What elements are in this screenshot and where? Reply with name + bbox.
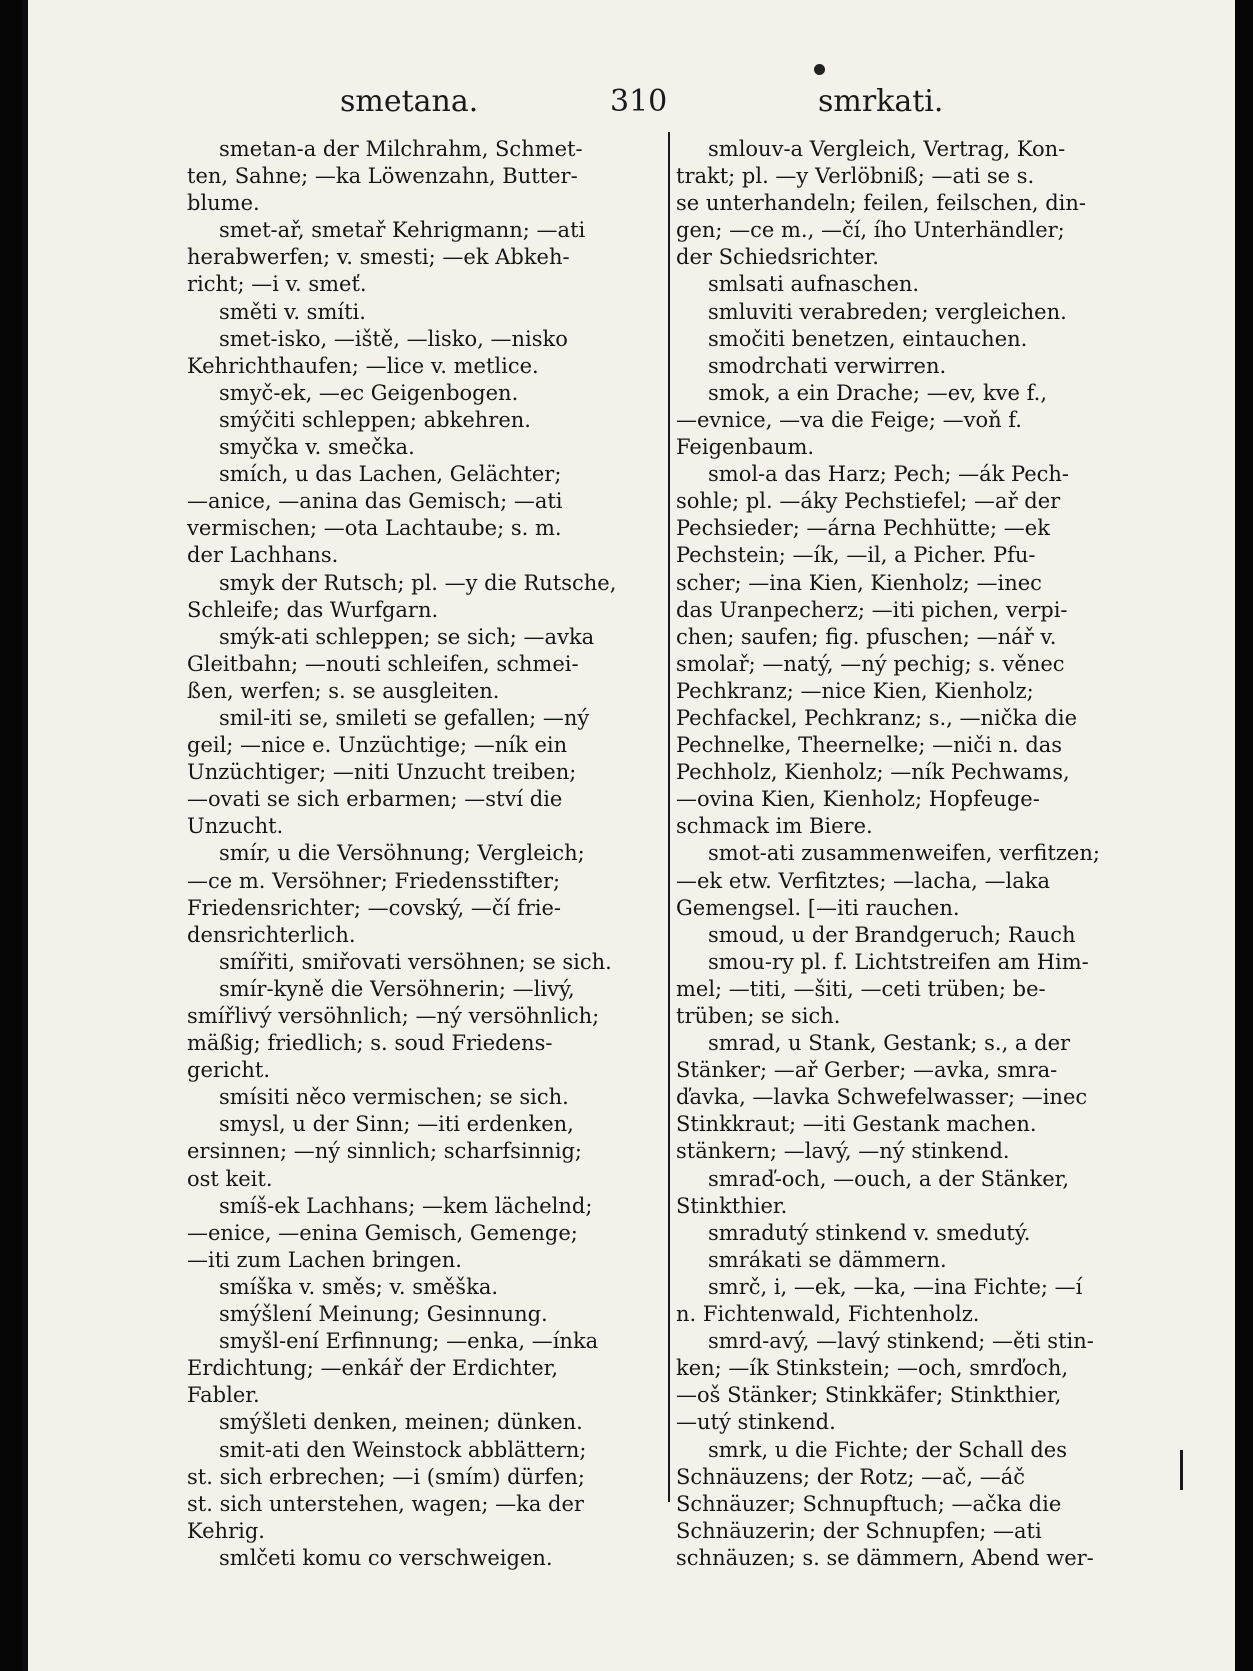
left-column xyxy=(187,136,665,1572)
header-left-word: smetana. xyxy=(340,84,479,119)
entry-line: ersinnen; —ný sinnlich; scharfsinnig; xyxy=(187,1139,582,1164)
entry-line: geil; —nice e. Unzüchtige; —ník ein xyxy=(187,733,568,758)
entry-line: Stinkkraut; —iti Gestank machen. xyxy=(676,1112,1037,1137)
entry-line: smoud, u der Brandgeruch; Rauch xyxy=(708,922,1076,947)
entry-line: směti v. smíti. xyxy=(219,299,366,324)
header-right-word: smrkati. xyxy=(818,84,944,119)
entry-line: Kehrig. xyxy=(187,1518,265,1543)
entry-line: smlouv-a Vergleich, Vertrag, Kon- xyxy=(708,137,1066,161)
entry-line: smír, u die Versöhnung; Vergleich; xyxy=(219,841,585,866)
entry-line: smrk, u die Fichte; der Schall des xyxy=(708,1437,1067,1462)
entry-line: smodrchati verwirren. xyxy=(708,353,947,378)
entry-line: scher; —ina Kien, Kienholz; —inec xyxy=(676,570,1042,595)
entry-line: Stinkthier. xyxy=(676,1193,788,1218)
entry-line: Erdichtung; —enkář der Erdichter, xyxy=(187,1356,559,1381)
entry-line: Gleitbahn; —nouti schleifen, schmei- xyxy=(187,651,579,676)
entry-line: smíška v. směs; v. směška. xyxy=(219,1274,499,1299)
entry-line: smír-kyně die Versöhnerin; —livý, xyxy=(219,976,575,1001)
margin-mark xyxy=(1180,1450,1183,1490)
entry-line: smísiti něco vermischen; se sich. xyxy=(219,1085,569,1110)
entry-line: smrákati se dämmern. xyxy=(708,1247,947,1272)
entry-line: smlčeti komu co verschweigen. xyxy=(219,1545,553,1570)
entry-line: schmack im Biere. xyxy=(676,814,873,839)
entry-line: Schnäuzerin; der Schnupfen; —ati xyxy=(676,1518,1042,1543)
entry-line: —ovati se sich erbarmen; —ství die xyxy=(187,787,563,812)
entry-line: der Schiedsrichter. xyxy=(676,245,879,270)
entry-line: chen; saufen; fig. pfuschen; —nář v. xyxy=(676,624,1057,649)
entry-line: smet-isko, —iště, —lisko, —nisko xyxy=(219,326,568,351)
entry-line: smok, a ein Drache; —ev, kve f., xyxy=(708,380,1048,405)
entry-line: trakt; pl. —y Verlöbniß; —ati se s. xyxy=(676,164,1035,189)
entry-line: smolař; —natý, —ný pechig; s. věnec xyxy=(676,651,1065,676)
entry-line: Kehrichthaufen; —lice v. metlice. xyxy=(187,353,539,378)
entry-line: smýšleti denken, meinen; dünken. xyxy=(219,1410,583,1435)
entry-line: smyšl-ení Erfinnung; —enka, —ínka xyxy=(219,1329,599,1354)
entry-line: smích, u das Lachen, Gelächter; xyxy=(219,462,562,487)
entry-line: Unzüchtiger; —niti Unzucht treiben; xyxy=(187,760,577,785)
entry-line: richt; —i v. smeť. xyxy=(187,272,367,297)
entry-line: der Lachhans. xyxy=(187,543,339,568)
entry-line: Pechfackel, Pechkranz; s., —nička die xyxy=(676,705,1078,730)
entry-line: smířlivý versöhnlich; —ný versöhnlich; xyxy=(187,1004,600,1028)
entry-line: das Uranpecherz; —iti pichen, verpi- xyxy=(676,597,1068,622)
entry-line: mäßig; friedlich; s. soud Friedens- xyxy=(187,1031,553,1056)
entry-line: smýk-ati schleppen; se sich; —avka xyxy=(219,624,595,649)
entry-line: Gemengsel. [—iti rauchen. xyxy=(676,895,960,920)
entry-line: blume. xyxy=(187,191,260,216)
entry-line: —utý stinkend. xyxy=(676,1410,836,1435)
entry-line: smíš-ek Lachhans; —kem lächelnd; xyxy=(219,1193,593,1218)
column-divider xyxy=(668,132,670,1502)
entry-line: smrč, i, —ek, —ka, —ina Fichte; —í xyxy=(708,1274,1083,1299)
entry-line: Schleife; das Wurfgarn. xyxy=(187,597,439,622)
entry-line: ken; —ík Stinkstein; —och, smrďoch, xyxy=(676,1356,1069,1381)
entry-line: Unzucht. xyxy=(187,814,284,839)
left-scan-edge xyxy=(0,0,22,1671)
entry-line: smýšlení Meinung; Gesinnung. xyxy=(219,1302,548,1327)
entry-line: smyč-ek, —ec Geigenbogen. xyxy=(219,380,519,405)
entry-line: Pechsieder; —árna Pechhütte; —ek xyxy=(676,516,1050,541)
entry-line: ost keit. xyxy=(187,1166,273,1191)
entry-line: Pechnelke, Theernelke; —niči n. das xyxy=(676,733,1063,758)
entry-line: Pechstein; —ík, —il, a Picher. Pfu- xyxy=(676,543,1036,568)
printer-dot-mark xyxy=(814,64,825,75)
entry-line: smočiti benetzen, eintauchen. xyxy=(708,326,1028,351)
entry-line: Pechkranz; —nice Kien, Kienholz; xyxy=(676,678,1034,703)
entry-line: gen; —ce m., —čí, ího Unterhändler; xyxy=(676,218,1065,243)
entry-line: Schnäuzens; der Rotz; —ač, —áč xyxy=(676,1464,1025,1489)
entry-line: gericht. xyxy=(187,1058,271,1083)
entry-line: Pechholz, Kienholz; —ník Pechwams, xyxy=(676,760,1070,785)
entry-line: st. sich erbrechen; —i (smím) dürfen; xyxy=(187,1464,585,1489)
entry-line: —evnice, —va die Feige; —voň f. xyxy=(676,407,1022,432)
entry-line: smrd-avý, —lavý stinkend; —ěti stin- xyxy=(708,1329,1094,1354)
entry-line: smluviti verabreden; vergleichen. xyxy=(708,299,1067,324)
entry-line: —ek etw. Verfitztes; —lacha, —laka xyxy=(676,868,1051,893)
entry-line: —anice, —anina das Gemisch; —ati xyxy=(187,489,563,514)
entry-line: smet-ař, smetař Kehrigmann; —ati xyxy=(219,218,586,243)
entry-line: stänkern; —lavý, —ný stinkend. xyxy=(676,1139,1010,1164)
entry-line: Feigenbaum. xyxy=(676,435,815,460)
entry-line: trüben; se sich. xyxy=(676,1004,841,1028)
entry-line: Schnäuzer; Schnupftuch; —ačka die xyxy=(676,1491,1062,1516)
entry-line: n. Fichtenwald, Fichtenholz. xyxy=(676,1302,980,1327)
entry-line: Friedensrichter; —covský, —čí frie- xyxy=(187,895,562,920)
entry-line: smou-ry pl. f. Lichtstreifen am Him- xyxy=(708,949,1089,974)
entry-line: —oš Stänker; Stinkkäfer; Stinkthier, xyxy=(676,1383,1062,1408)
entry-line: sohle; pl. —áky Pechstiefel; —ař der xyxy=(676,489,1061,514)
entry-line: smetan-a der Milchrahm, Schmet- xyxy=(219,137,583,161)
entry-line: schnäuzen; s. se dämmern, Abend wer- xyxy=(676,1545,1094,1570)
entry-line: Fabler. xyxy=(187,1383,260,1408)
entry-line: herabwerfen; v. smesti; —ek Abkeh- xyxy=(187,245,570,270)
entry-line: smol-a das Harz; Pech; —ák Pech- xyxy=(708,462,1070,487)
entry-line: densrichterlich. xyxy=(187,922,356,947)
entry-line: smířiti, smiřovati versöhnen; se sich. xyxy=(219,949,612,974)
entry-line: —iti zum Lachen bringen. xyxy=(187,1247,462,1272)
entry-line: smradutý stinkend v. smedutý. xyxy=(708,1220,1031,1245)
entry-line: —enice, —enina Gemisch, Gemenge; xyxy=(187,1220,578,1245)
entry-line: smysl, u der Sinn; —iti erdenken, xyxy=(219,1112,574,1137)
entry-line: smot-ati zusammenweifen, verfitzen; xyxy=(708,841,1100,866)
entry-line: vermischen; —ota Lachtaube; s. m. xyxy=(187,516,562,541)
entry-line: smlsati aufnaschen. xyxy=(708,272,920,297)
page-number: 310 xyxy=(610,84,668,119)
entry-line: smil-iti se, smileti se gefallen; —ný xyxy=(219,705,590,730)
entry-line: smrad, u Stank, Gestank; s., a der xyxy=(708,1031,1071,1056)
entry-line: smyčka v. smečka. xyxy=(219,435,415,460)
entry-line: ßen, werfen; s. se ausgleiten. xyxy=(187,678,500,703)
entry-line: ten, Sahne; —ka Löwenzahn, Butter- xyxy=(187,164,578,189)
entry-line: ďavka, —lavka Schwefelwasser; —inec xyxy=(676,1085,1088,1110)
entry-line: smit-ati den Weinstock abblättern; xyxy=(219,1437,587,1462)
entry-line: mel; —titi, —šiti, —ceti trüben; be- xyxy=(676,976,1046,1001)
entry-line: smýčiti schleppen; abkehren. xyxy=(219,407,531,432)
entry-line: se unterhandeln; feilen, feilschen, din- xyxy=(676,191,1086,216)
entry-line: —ce m. Versöhner; Friedensstifter; xyxy=(187,868,561,893)
entry-line: Stänker; —ař Gerber; —avka, smra- xyxy=(676,1058,1058,1083)
entry-line: smraď-och, —ouch, a der Stänker, xyxy=(708,1166,1070,1191)
entry-line: —ovina Kien, Kienholz; Hopfeuge- xyxy=(676,787,1040,812)
entry-line: st. sich unterstehen, wagen; —ka der xyxy=(187,1491,584,1516)
right-scan-edge xyxy=(1235,0,1253,1671)
entry-line: smyk der Rutsch; pl. —y die Rutsche, xyxy=(219,570,617,595)
right-column xyxy=(676,136,1144,1572)
